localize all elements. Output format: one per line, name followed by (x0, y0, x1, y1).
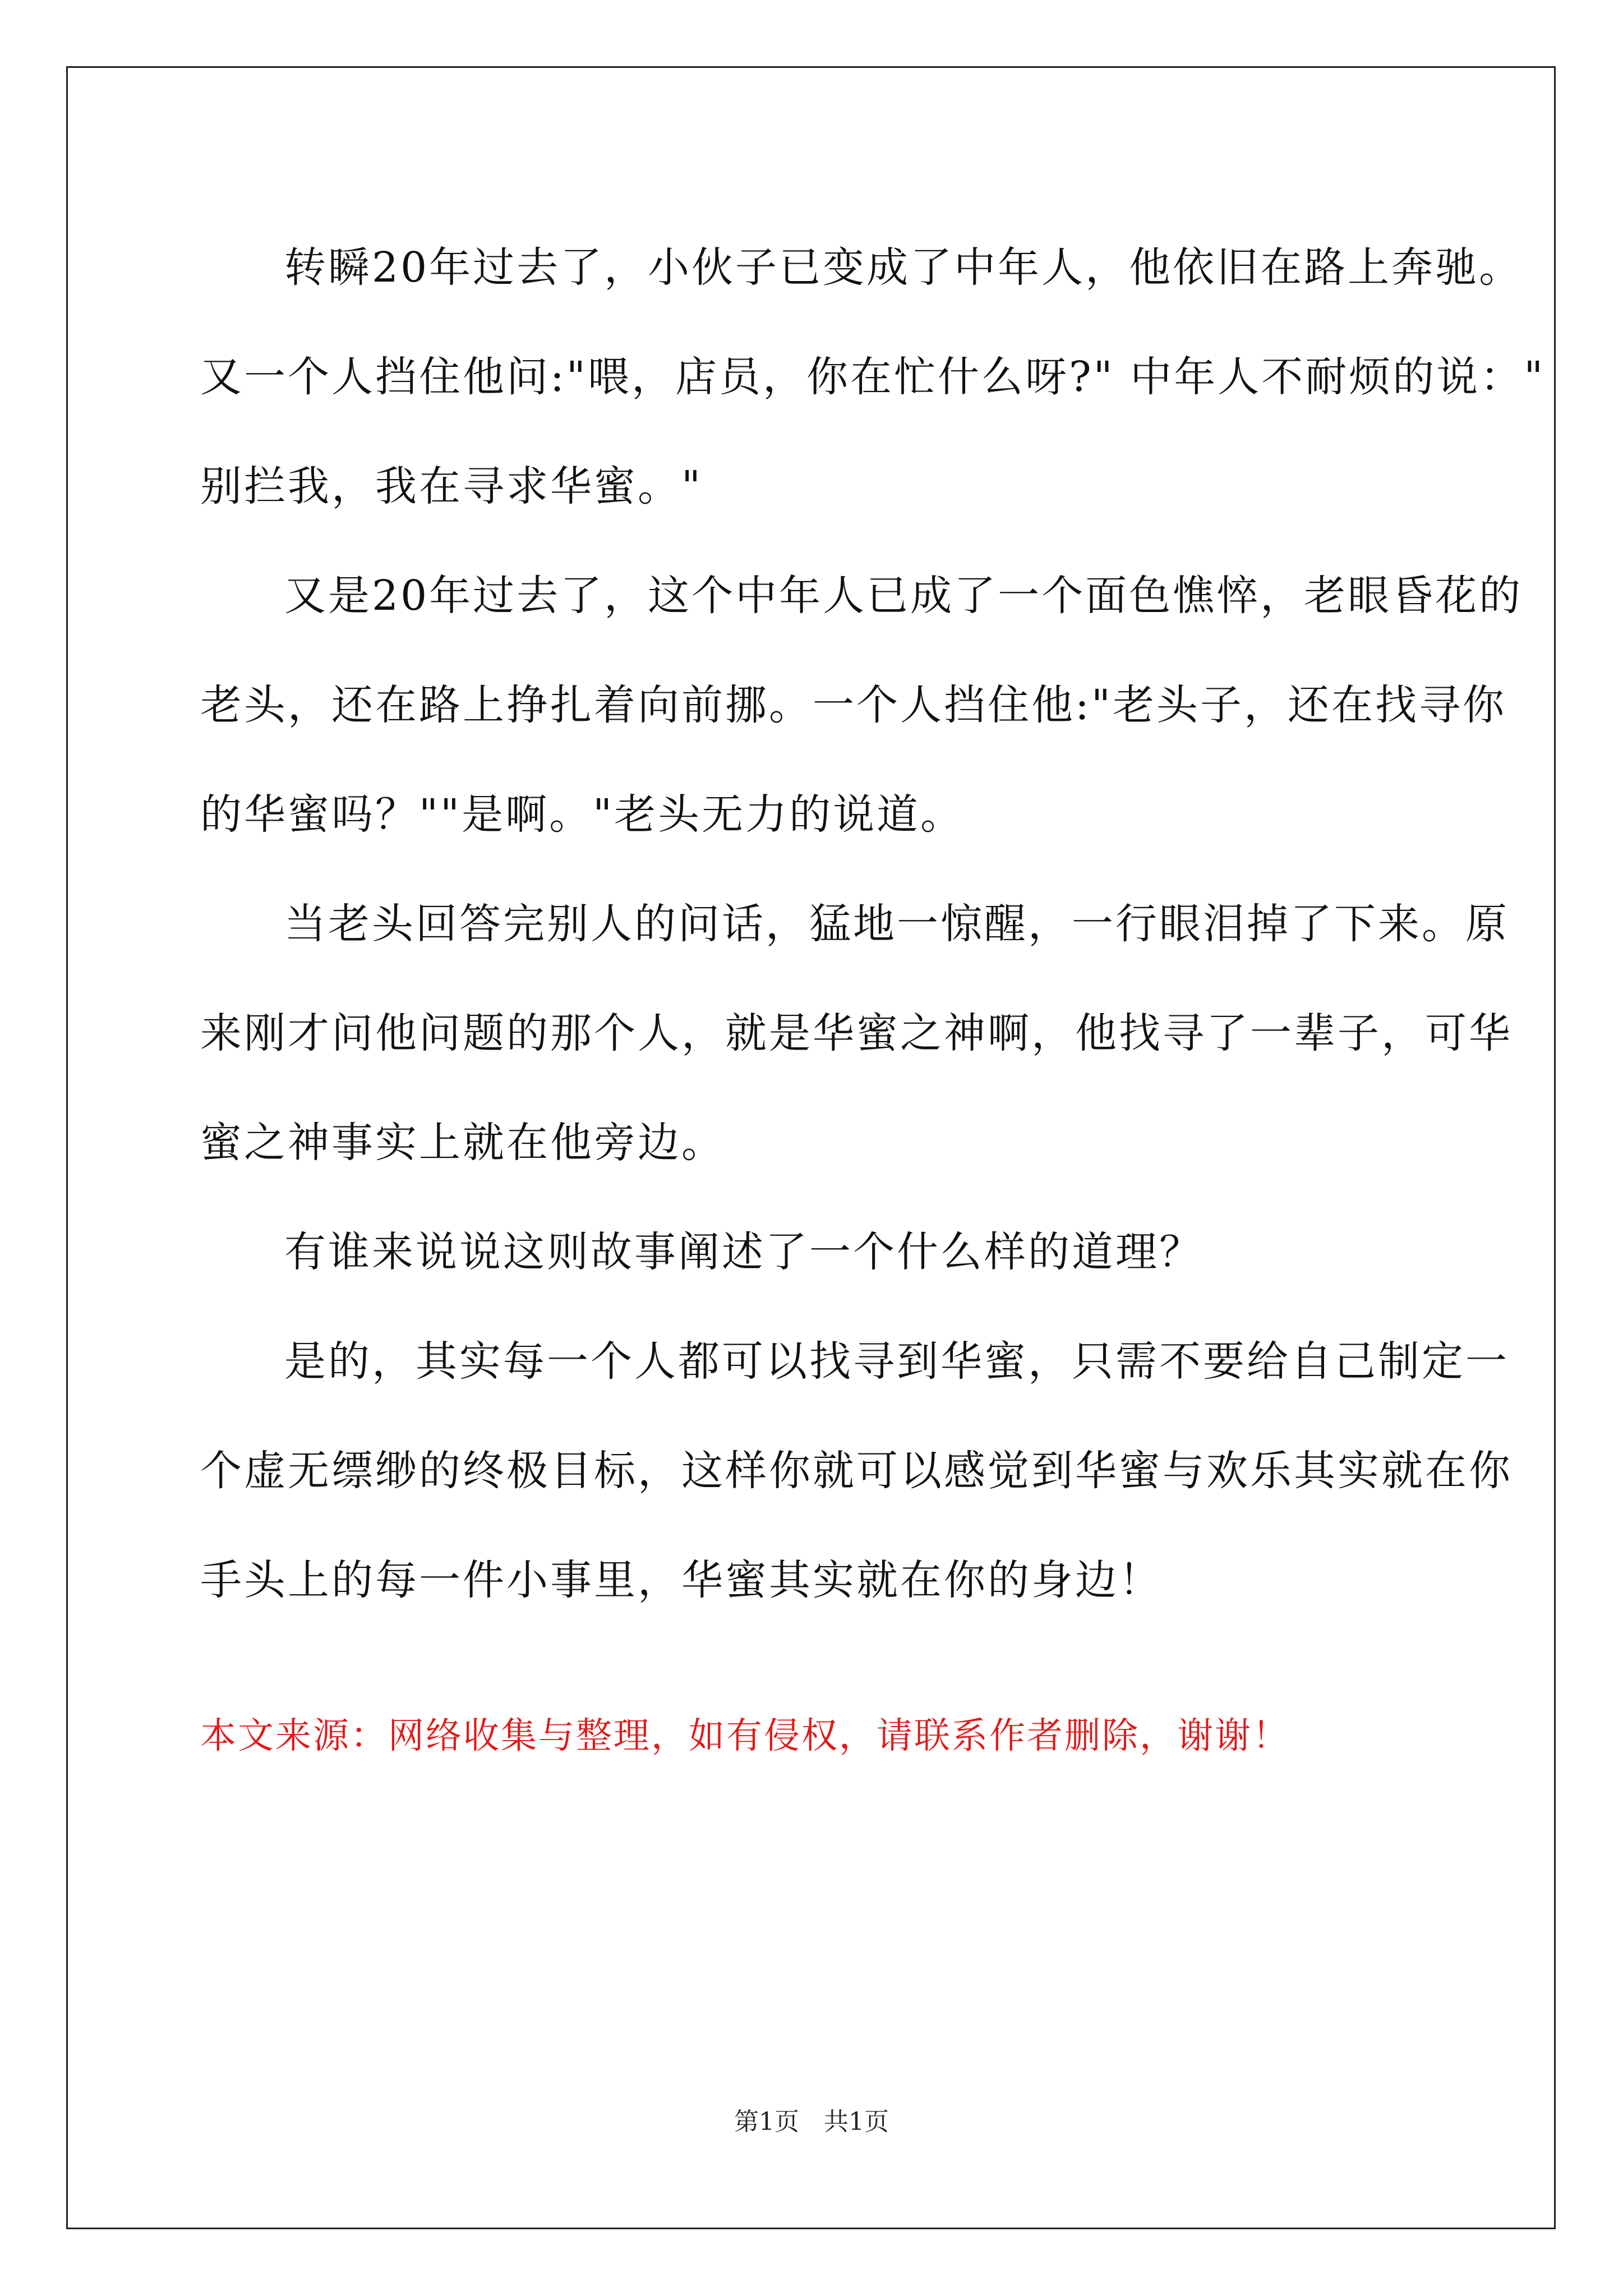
text-line: 个虚无缥缈的终极目标，这样你就可以感觉到华蜜与欢乐其实就在你 (200, 1447, 1513, 1495)
text-line: 是的，其实每一个人都可以找寻到华蜜，只需不要给自己制定一 (284, 1337, 1509, 1386)
document-body (200, 213, 1546, 1635)
text-line: 老头，还在路上挣扎着向前挪。一个人挡住他:"老头子，还在找寻你 (200, 681, 1506, 729)
text-line: 的华蜜吗？""是啊。"老头无力的说道。 (200, 790, 965, 839)
paragraph-3 (200, 869, 1513, 1198)
paragraph-4 (200, 1198, 1434, 1307)
paragraph-1 (200, 213, 1546, 541)
text-line: 有谁来说说这则故事阐述了一个什么样的道理？ (284, 1228, 1203, 1276)
text-line: 来刚才问他问题的那个人，就是华蜜之神啊，他找寻了一辈子，可华 (200, 1009, 1513, 1057)
text-line: 转瞬20年过去了，小伙子已变成了中年人，他依旧在路上奔驰。 (284, 243, 1523, 292)
text-line: 手头上的每一件小事里，华蜜其实就在你的身边！ (200, 1556, 1163, 1604)
paragraph-5 (200, 1307, 1513, 1635)
page-footer: 第1页 共1页 (734, 2108, 889, 2136)
text-line: 又是20年过去了，这个中年人已成了一个面色憔悴，老眼昏花的 (284, 572, 1523, 620)
source-note: 本文来源：网络收集与整理，如有侵权，请联系作者删除，谢谢！ (200, 1715, 1290, 1757)
paragraph-2 (200, 541, 1523, 869)
text-line: 当老头回答完别人的问话，猛地一惊醒，一行眼泪掉了下来。原 (284, 900, 1509, 948)
text-line: 蜜之神事实上就在他旁边。 (200, 1119, 725, 1167)
text-line: 别拦我，我在寻求华蜜。" (200, 462, 703, 510)
text-line: 又一个人挡住他问:"喂，店员，你在忙什么呀?" 中年人不耐烦的说：" (200, 353, 1546, 401)
